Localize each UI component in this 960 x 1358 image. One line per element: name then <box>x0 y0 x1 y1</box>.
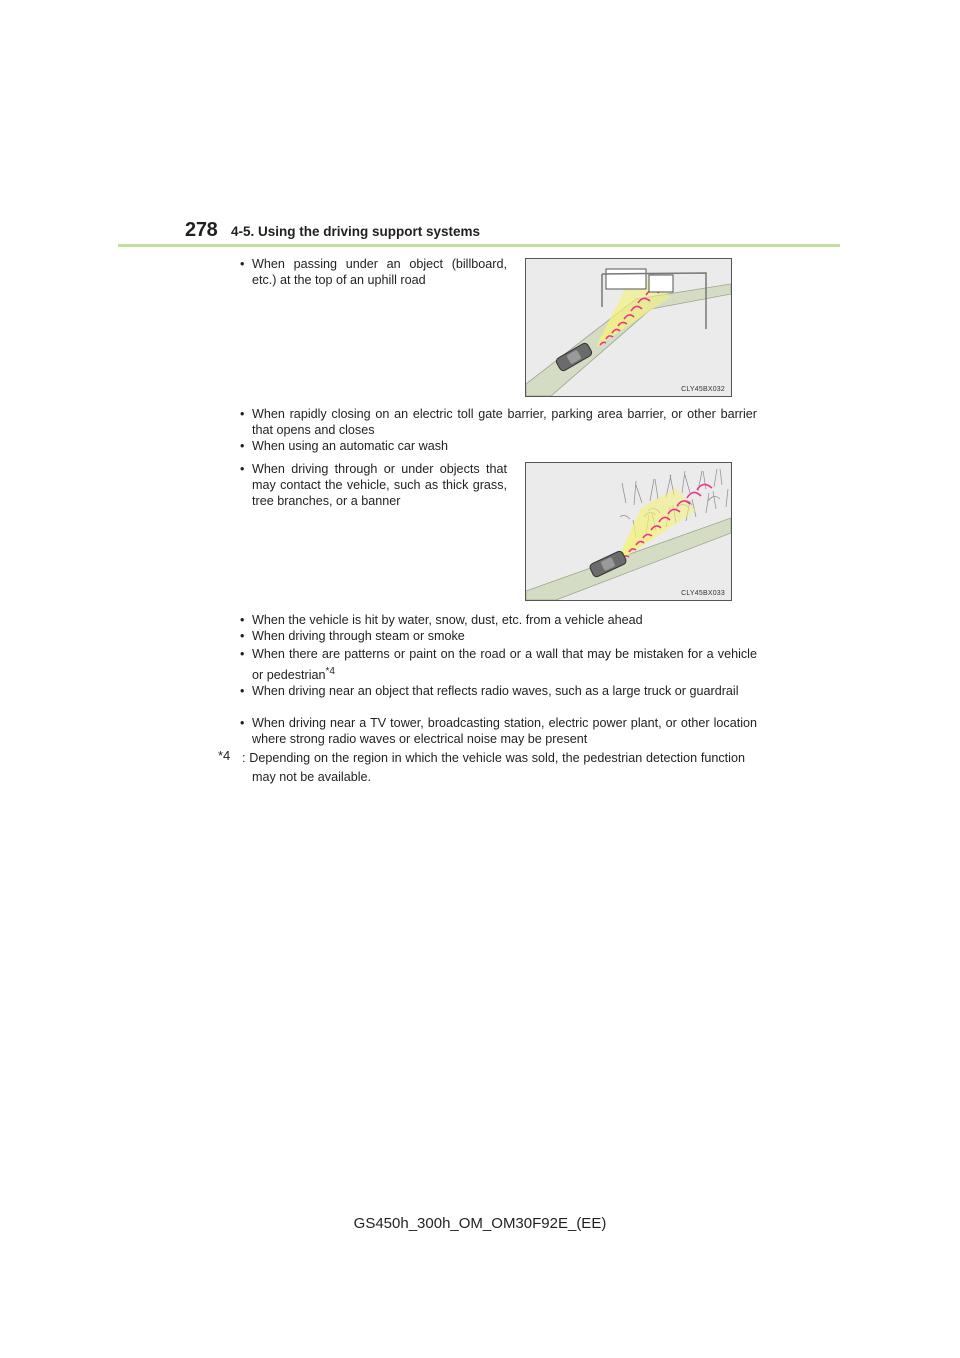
figure-thick-grass <box>525 462 732 601</box>
figure-uphill-billboard <box>525 258 732 397</box>
bullet-tv-tower: • When driving near a TV tower, broadcasting station, electric power plant, or other location where strong radio waves or electrical noise may be present <box>240 715 757 747</box>
figure-code: CLY45BX033 <box>681 590 725 597</box>
bullet-water-snow-dust: • When the vehicle is hit by water, snow, dust, etc. from a vehicle ahead <box>240 612 757 628</box>
bullet-toll-gate: • When rapidly closing on an electric toll gate barrier, parking area barrier, or other barrier that opens and closes <box>240 406 757 438</box>
footnote-text: : Depending on the region in which the vehicle was sold, the pedestrian detection function may not be available. <box>242 751 745 784</box>
footnote-mark: *4 <box>218 748 231 763</box>
bullet-car-wash: • When using an automatic car wash <box>240 438 757 454</box>
bullet-thick-grass: • When driving through or under objects that may contact the vehicle, such as thick grass, tree branches, or a banner <box>240 461 507 509</box>
bullet-billboard: • When passing under an object (billboard, etc.) at the top of an uphill road <box>240 256 507 288</box>
bullet-steam-smoke: • When driving through steam or smoke <box>240 628 757 644</box>
document-code-footer: GS450h_300h_OM_OM30F92E_(EE) <box>353 1215 607 1232</box>
bullet-patterns-text: When there are patterns or paint on the road or a wall that may be mistaken for a vehicle or pedestrian <box>252 647 757 682</box>
header-rule <box>118 244 840 247</box>
bullet-radio-waves-object: • When driving near an object that reflects radio waves, such as a large truck or guardrail <box>240 683 757 699</box>
footnote <box>218 749 745 787</box>
footnote-ref: *4 <box>325 665 335 677</box>
bullet-patterns-paint <box>240 644 757 686</box>
section-title: 4-5. Using the driving support systems <box>231 224 481 239</box>
figure-code: CLY45BX032 <box>681 386 725 393</box>
page-number: 278 <box>185 219 218 241</box>
